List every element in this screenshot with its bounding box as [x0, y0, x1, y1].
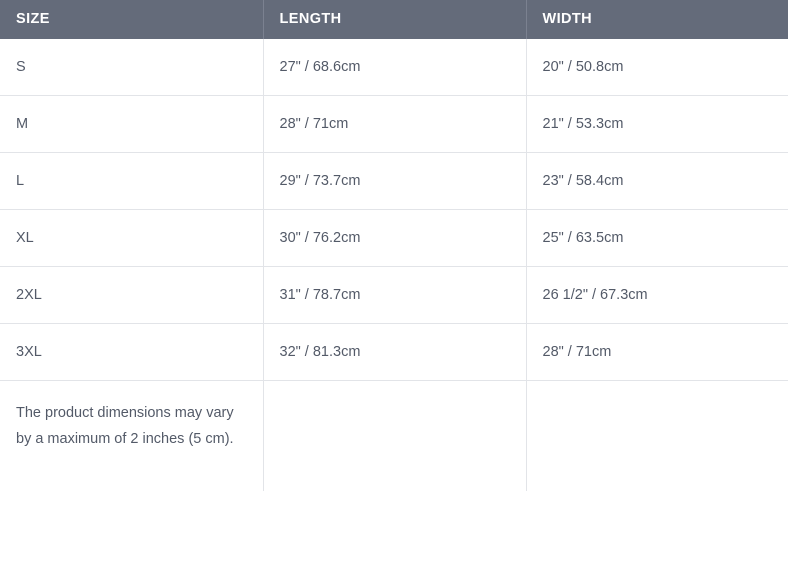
cell-size: M [0, 96, 263, 153]
cell-size: XL [0, 210, 263, 267]
cell-length: 27" / 68.6cm [263, 39, 526, 96]
note-empty-cell-length [263, 381, 526, 491]
table-row [0, 324, 788, 381]
cell-size: 3XL [0, 324, 263, 381]
cell-width: 28" / 71cm [526, 324, 788, 381]
table-row [0, 153, 788, 210]
cell-size: 2XL [0, 267, 263, 324]
table-row [0, 210, 788, 267]
cell-size: S [0, 39, 263, 96]
cell-size: L [0, 153, 263, 210]
cell-length: 28" / 71cm [263, 96, 526, 153]
cell-width: 25" / 63.5cm [526, 210, 788, 267]
cell-length: 31" / 78.7cm [263, 267, 526, 324]
cell-width: 26 1/2" / 67.3cm [526, 267, 788, 324]
table-header-row [0, 0, 788, 39]
column-header-length: LENGTH [263, 0, 526, 39]
cell-length: 32" / 81.3cm [263, 324, 526, 381]
table-note-row [0, 381, 788, 491]
note-empty-cell-width [526, 381, 788, 491]
table-row [0, 267, 788, 324]
table-row [0, 39, 788, 96]
cell-width: 20" / 50.8cm [526, 39, 788, 96]
cell-width: 21" / 53.3cm [526, 96, 788, 153]
column-header-width: WIDTH [526, 0, 788, 39]
product-dimensions-note: The product dimensions may vary by a maximum of 2 inches (5 cm). [0, 381, 263, 491]
size-chart-header [0, 0, 788, 39]
cell-width: 23" / 58.4cm [526, 153, 788, 210]
column-header-size: SIZE [0, 0, 263, 39]
cell-length: 29" / 73.7cm [263, 153, 526, 210]
cell-length: 30" / 76.2cm [263, 210, 526, 267]
size-chart-body [0, 39, 788, 491]
table-row [0, 96, 788, 153]
